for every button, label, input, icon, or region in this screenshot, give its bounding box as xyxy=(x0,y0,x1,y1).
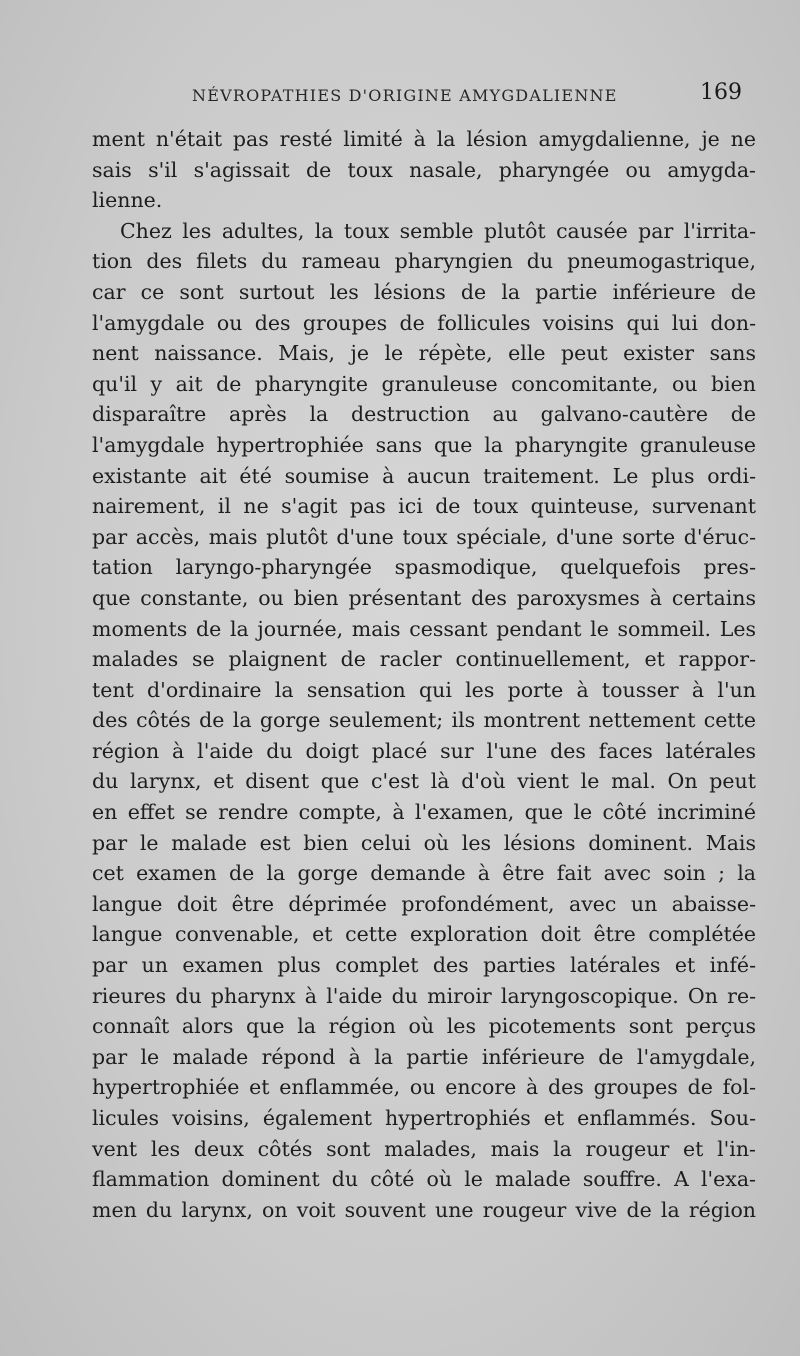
text-line: tent d'ordinaire la sensation qui les porte à tousser à l'un xyxy=(92,677,756,702)
text-line: cet examen de la gorge demande à être fait avec soin ; la xyxy=(92,861,756,886)
text-line: du larynx, et disent que c'est là d'où vient le mal. On peut xyxy=(92,769,756,794)
text-line: des côtés de la gorge seulement; ils montrent nettement cette xyxy=(92,708,756,733)
text-line: nairement, il ne s'agit pas ici de toux quinteuse, survenant xyxy=(92,494,756,519)
text-line: connaît alors que la région où les picotements sont perçus xyxy=(92,1014,756,1039)
text-line: que constante, ou bien présentant des paroxysmes à certains xyxy=(92,585,756,610)
text-line: par un examen plus complet des parties latérales et infé- xyxy=(92,953,756,978)
text-line: par accès, mais plutôt d'une toux spéciale, d'une sorte d'éruc- xyxy=(92,524,756,549)
text-line: langue convenable, et cette exploration doit être complétée xyxy=(92,922,756,947)
text-line: ment n'était pas resté limité à la lésion amygdalienne, je ne xyxy=(92,127,756,151)
text-line: tion des filets du rameau pharyngien du pneumogastrique, xyxy=(92,249,756,274)
text-line: hypertrophiée et enflammée, ou encore à des groupes de fol- xyxy=(92,1075,756,1100)
text-line: par le malade répond à la partie inférieure de l'amygdale, xyxy=(92,1044,756,1069)
text-line: men du larynx, on voit souvent une rougeur vive de la région xyxy=(92,1197,756,1222)
page-number: 169 xyxy=(700,80,742,105)
text-line: sais s'il s'agissait de toux nasale, pharyngée ou amygda- xyxy=(92,157,756,182)
text-line: car ce sont surtout les lésions de la partie inférieure de xyxy=(92,279,756,304)
text-line: existante ait été soumise à aucun traitement. Le plus ordi- xyxy=(92,463,756,488)
text-line: licules voisins, également hypertrophiés et enflammés. Sou- xyxy=(92,1106,756,1130)
text-line: tation laryngo-pharyngée spasmodique, quelquefois pres- xyxy=(92,555,756,580)
text-line: en effet se rendre compte, à l'examen, que le côté incriminé xyxy=(92,800,756,825)
text-line: malades se plaignent de racler continuellement, et rappor- xyxy=(92,647,756,672)
text-line: lienne. xyxy=(92,188,163,213)
text-line: flammation dominent du côté où le malade souffre. A l'exa- xyxy=(92,1167,756,1192)
running-title: NÉVROPATHIES D'ORIGINE AMYGDALIENNE xyxy=(192,86,618,105)
text-line: région à l'aide du doigt placé sur l'une des faces latérales xyxy=(92,738,756,763)
text-line: moments de la journée, mais cessant pendant le sommeil. Les xyxy=(92,616,756,641)
body-text xyxy=(92,124,756,1225)
text-line: langue doit être déprimée profondément, avec un abaisse- xyxy=(92,891,756,916)
text-line: disparaître après la destruction au galvano-cautère de xyxy=(92,402,756,427)
text-line: rieures du pharynx à l'aide du miroir laryngoscopique. On re- xyxy=(92,983,756,1008)
text-line: vent les deux côtés sont malades, mais la rougeur et l'in- xyxy=(92,1136,756,1161)
text-line: qu'il y ait de pharyngite granuleuse concomitante, ou bien xyxy=(92,371,756,396)
paragraph-start-line: Chez les adultes, la toux semble plutôt causée par l'irrita- xyxy=(120,218,756,243)
text-line: l'amygdale hypertrophiée sans que la pharyngite granuleuse xyxy=(92,432,756,457)
text-line: l'amygdale ou des groupes de follicules voisins qui lui don- xyxy=(92,310,756,335)
text-line: nent naissance. Mais, je le répète, elle peut exister sans xyxy=(92,341,756,366)
running-head xyxy=(0,80,800,114)
text-line: par le malade est bien celui où les lésions dominent. Mais xyxy=(92,830,756,855)
